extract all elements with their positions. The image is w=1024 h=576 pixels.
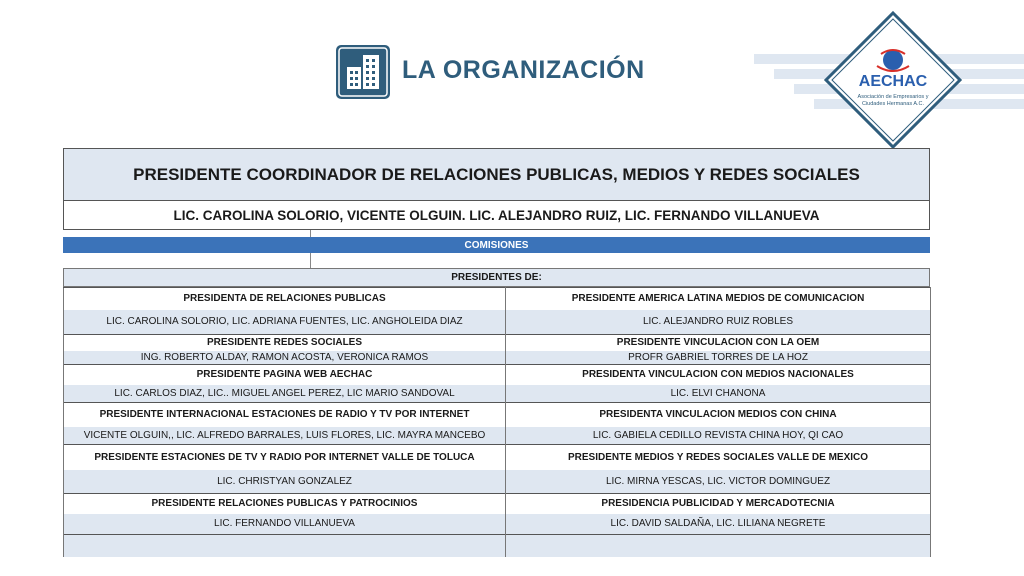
committee-names: LIC. CARLOS DIAZ, LIC.. MIGUEL ANGEL PEREZ, LIC MARIO SANDOVAL (64, 385, 506, 403)
committee-names: LIC. ELVI CHANONA (506, 385, 931, 403)
committee-names: ING. ROBERTO ALDAY, RAMON ACOSTA, VERONICA RAMOS (64, 351, 506, 365)
committee-names: PROFR GABRIEL TORRES DE LA HOZ (506, 351, 931, 365)
committee-title: PRESIDENTA DE RELACIONES PUBLICAS (64, 288, 506, 310)
committee-names: LIC. FERNANDO VILLANUEVA (64, 514, 506, 535)
committees-table (63, 268, 930, 557)
committee-title: PRESIDENTE RELACIONES PUBLICAS Y PATROCINIOS (64, 494, 506, 514)
committee-names: LIC. DAVID SALDAÑA, LIC. LILIANA NEGRETE (506, 514, 931, 535)
building-icon (336, 45, 390, 99)
logo-subtitle-2: Ciudades Hermanas A.C. (861, 101, 925, 107)
coordinator-box (63, 148, 930, 230)
committee-title: PRESIDENTE ESTACIONES DE TV Y RADIO POR INTERNET VALLE DE TOLUCA (64, 445, 506, 470)
page-title: LA ORGANIZACIÓN (402, 56, 645, 84)
committee-names: LIC. CAROLINA SOLORIO, LIC. ADRIANA FUENTES, LIC. ANGHOLEIDA DIAZ (64, 310, 506, 335)
committee-names: LIC. GABIELA CEDILLO REVISTA CHINA HOY, QI CAO (506, 427, 931, 445)
committee-names: LIC. CHRISTYAN GONZALEZ (64, 470, 506, 494)
coordinator-names: LIC. CAROLINA SOLORIO, VICENTE OLGUIN. LIC. ALEJANDRO RUIZ, LIC. FERNANDO VILLANUEVA (173, 208, 820, 223)
empty-cell (64, 535, 506, 557)
logo-subtitle-1: Asociación de Empresarios y (857, 94, 929, 100)
committee-names: LIC. MIRNA YESCAS, LIC. VICTOR DOMINGUEZ (506, 470, 931, 494)
empty-cell (506, 535, 931, 557)
committee-title: PRESIDENTE MEDIOS Y REDES SOCIALES VALLE DE MEXICO (506, 445, 931, 470)
committee-names: LIC. ALEJANDRO RUIZ ROBLES (506, 310, 931, 335)
committee-title: PRESIDENTE REDES SOCIALES (64, 335, 506, 351)
coordinator-title: PRESIDENTE COORDINADOR DE RELACIONES PUBLICAS, MEDIOS Y REDES SOCIALES (64, 149, 929, 201)
committee-names: VICENTE OLGUIN,, LIC. ALFREDO BARRALES, LUIS FLORES, LIC. MAYRA MANCEBO (64, 427, 506, 445)
committee-title: PRESIDENTE AMERICA LATINA MEDIOS DE COMUNICACION (506, 288, 931, 310)
committee-title: PRESIDENTE PAGINA WEB AECHAC (64, 365, 506, 385)
committee-title: PRESIDENTA VINCULACION CON MEDIOS NACIONALES (506, 365, 931, 385)
committee-title: PRESIDENTE VINCULACION CON LA OEM (506, 335, 931, 351)
committees-header: PRESIDENTES DE: (63, 268, 930, 287)
logo-name: AECHAC (858, 73, 928, 90)
aechac-logo (823, 10, 963, 150)
committee-title: PRESIDENTA VINCULACION MEDIOS CON CHINA (506, 403, 931, 427)
committee-title: PRESIDENTE INTERNACIONAL ESTACIONES DE RADIO Y TV POR INTERNET (64, 403, 506, 427)
comisiones-bar: COMISIONES (63, 237, 930, 253)
committee-title: PRESIDENCIA PUBLICIDAD Y MERCADOTECNIA (506, 494, 931, 514)
